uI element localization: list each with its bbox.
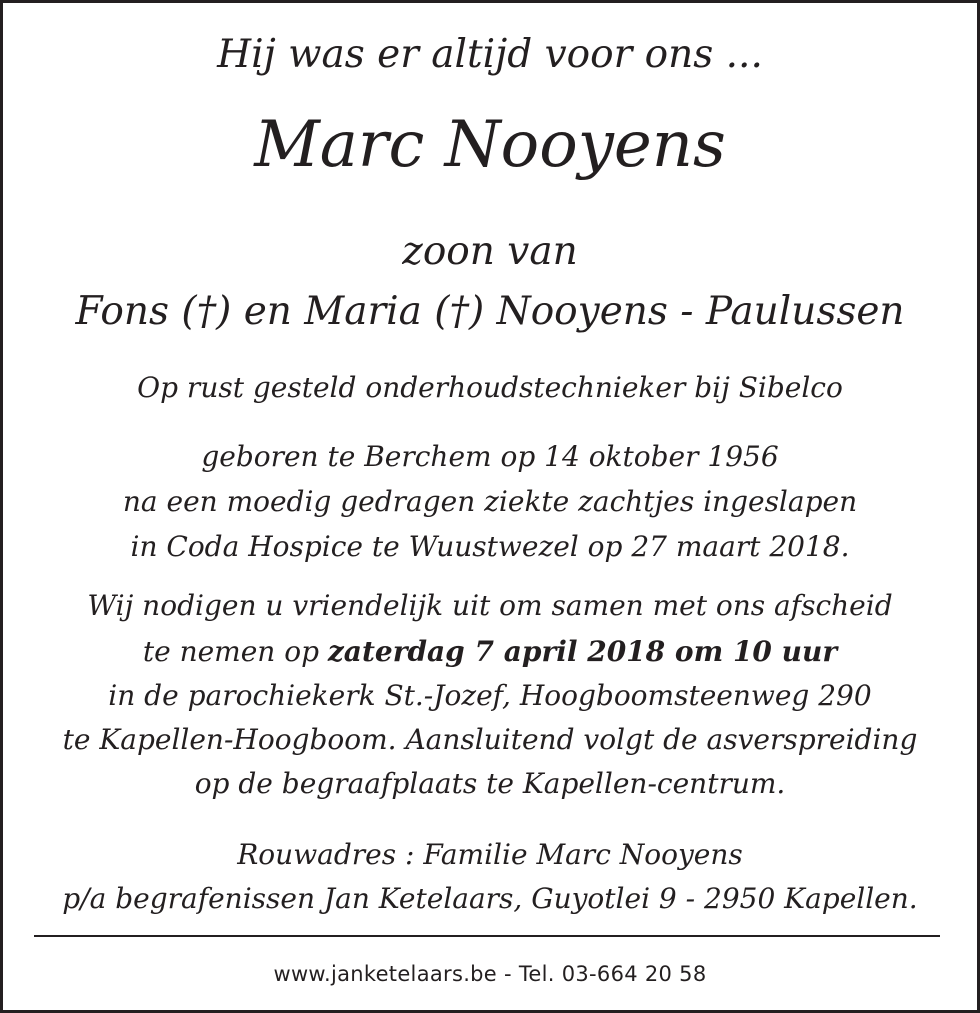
deceased-name: Marc Nooyens (254, 108, 726, 182)
tagline: Hij was er altijd voor ons ... (217, 32, 763, 77)
mourning-address-line: p/a begrafenissen Jan Ketelaars, Guyotlei 9 - 2950 Kapellen. (62, 882, 918, 915)
bio-line: na een moedig gedragen ziekte zachtjes ingeslapen (122, 485, 858, 518)
bio-line: in Coda Hospice te Wuustwezel op 27 maart 2018. (130, 530, 850, 563)
bio-line: geboren te Berchem op 14 oktober 1956 (201, 440, 779, 473)
invitation-line: in de parochiekerk St.-Jozef, Hoogboomsteenweg 290 (108, 679, 872, 712)
invitation-line: Wij nodigen u vriendelijk uit om samen met ons afscheid (87, 589, 893, 622)
mourning-address-line: Rouwadres : Familie Marc Nooyens (237, 838, 743, 871)
invitation-line (3, 635, 977, 668)
invitation-line: te Kapellen-Hoogboom. Aansluitend volgt de asverspreiding (62, 723, 918, 756)
ceremony-datetime: zaterdag 7 april 2018 om 10 uur (327, 635, 838, 668)
funeral-home-contact: www.janketelaars.be - Tel. 03-664 20 58 (273, 962, 707, 986)
invitation-line: op de begraafplaats te Kapellen-centrum. (194, 767, 786, 800)
son-of-label: zoon van (402, 229, 578, 274)
invitation-prefix: te nemen op (142, 635, 328, 668)
parents-names: Fons (†) en Maria (†) Nooyens - Paulussen (75, 289, 905, 334)
occupation: Op rust gesteld onderhoudstechnieker bij Sibelco (137, 371, 843, 404)
divider (34, 935, 940, 937)
